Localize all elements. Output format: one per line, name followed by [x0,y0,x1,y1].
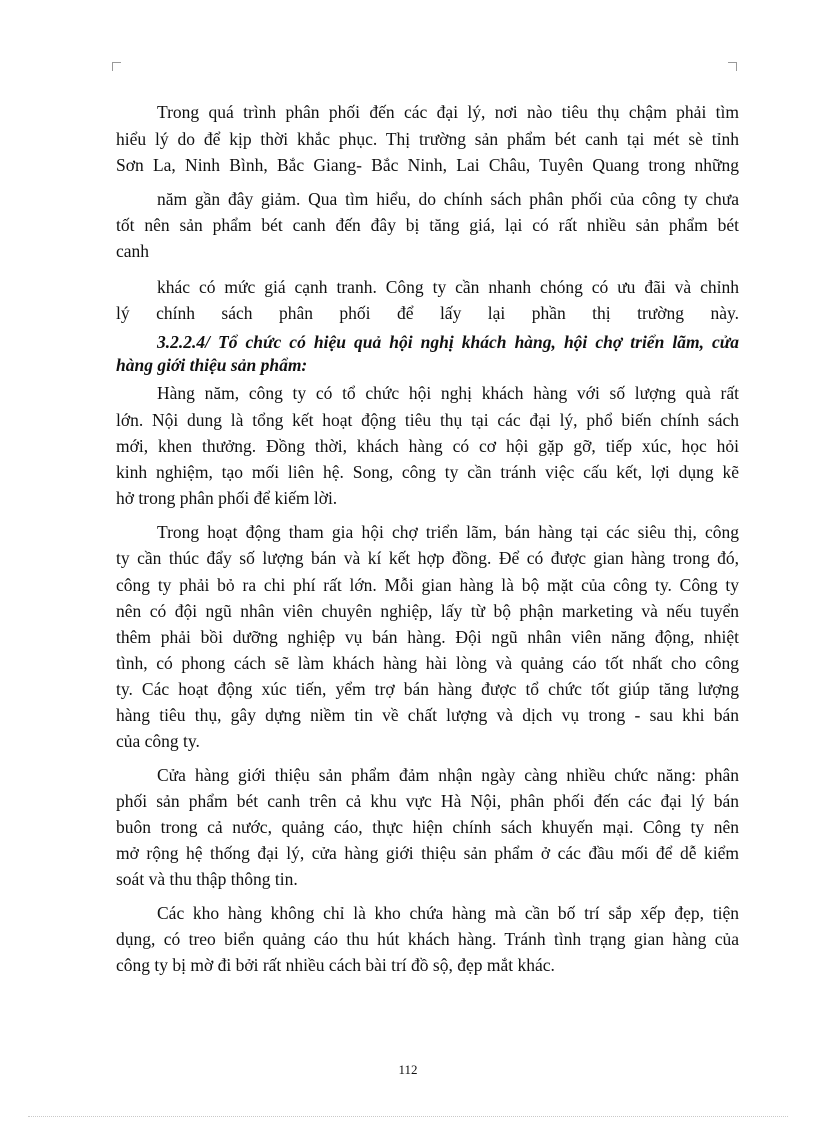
paragraph-4-line: Hàng năm, công ty có tổ chức hội nghị khách hàng với số lượng quà rất [157,383,739,403]
paragraph-7-line: dụng, có treo biển quảng cáo thu hút khách hàng. Tránh tình trạng gian hàng của [116,929,739,949]
paragraph-7-line: công ty bị mờ đi bởi rất nhiều cách bài trí đồ sộ, đẹp mắt khác. [116,955,555,975]
paragraph-2-line: tốt nên sản phẩm bét canh đến đây bị tăng giá, lại có rất nhiều sản phẩm bét [116,215,739,235]
paragraph-1-line: Trong quá trình phân phối đến các đại lý, nơi nào tiêu thụ chậm phải tìm [157,102,739,122]
paragraph-5-line: hàng tiêu thụ, gây dựng niềm tin về chất lượng và dịch vụ trong - sau khi bán [116,705,739,725]
paragraph-5-line: của công ty. [116,731,200,751]
paragraph-6-line: phối sản phẩm bét canh trên cả khu vực Hà Nội, phân phối đến các đại lý bán [116,791,739,811]
paragraph-4-line: mới, khen thưởng. Đồng thời, khách hàng có cơ hội gặp gỡ, tiếp xúc, học hỏi [116,436,739,456]
paragraph-3-line: khác có mức giá cạnh tranh. Công ty cần nhanh chóng có ưu đãi và chỉnh [157,277,739,297]
paragraph-5-line: ty. Các hoạt động xúc tiến, yểm trợ bán hàng được tổ chức tốt giúp tăng lượng [116,679,739,699]
paragraph-6-line: soát và thu thập thông tin. [116,869,298,889]
paragraph-4-line: lớn. Nội dung là tổng kết hoạt động tiêu thụ tại các đại lý, phổ biến chính sách [116,410,739,430]
section-heading: hàng giới thiệu sản phẩm: [116,355,308,375]
paragraph-2-line: canh [116,241,150,261]
paragraph-4-line: kinh nghiệm, tạo mối liên hệ. Song, công ty cần tránh việc cấu kết, lợi dụng kẽ [116,462,739,482]
paragraph-6-line: buôn trong cả nước, quảng cáo, thực hiện chính sách khuyến mại. Công ty nên [116,817,739,837]
paragraph-1-line: Sơn La, Ninh Bình, Bắc Giang- Bắc Ninh, Lai Châu, Tuyên Quang trong những [116,155,739,175]
paragraph-2-line: năm gần đây giảm. Qua tìm hiểu, do chính sách phân phối của công ty chưa [157,189,739,209]
paragraph-1-line: hiểu lý do để kịp thời khắc phục. Thị trường sản phẩm bét canh tại mét sè tỉnh [116,129,739,149]
paragraph-5-line: công ty phải bỏ ra chi phí rất lớn. Mỗi gian hàng là bộ mặt của công ty. Công ty [116,575,739,595]
paragraph-5-line: ty cần thúc đẩy số lượng bán và kí kết hợp đồng. Để có được gian hàng trong đó, [116,548,739,568]
paragraph-5-line: nên có đội ngũ nhân viên chuyên nghiệp, lấy từ bộ phận marketing và nếu tuyển [116,601,739,621]
paragraph-5-line: tình, có phong cách sẽ làm khách hàng hài lòng và quảng cáo tốt nhất cho công [116,653,739,673]
crop-mark-top-left [112,62,121,71]
page-bottom-rule [28,1116,788,1117]
paragraph-5-line: Trong hoạt động tham gia hội chợ triển lãm, bán hàng tại các siêu thị, công [157,522,739,542]
paragraph-6-line: Cửa hàng giới thiệu sản phẩm đảm nhận ngày càng nhiều chức năng: phân [157,765,739,785]
crop-mark-top-right [728,62,737,71]
paragraph-4-line: hở trong phân phối để kiếm lời. [116,488,338,508]
paragraph-7-line: Các kho hàng không chỉ là kho chứa hàng mà cần bố trí sắp xếp đẹp, tiện [157,903,739,923]
section-heading: 3.2.2.4/ Tổ chức có hiệu quả hội nghị khách hàng, hội chợ triển lãm, cửa [157,332,739,352]
paragraph-5-line: thêm phải bồi dưỡng nghiệp vụ bán hàng. Đội ngũ nhân viên năng động, nhiệt [116,627,739,647]
paragraph-6-line: mở rộng hệ thống đại lý, cửa hàng giới thiệu sản phẩm ở các đầu mối để dễ kiểm [116,843,739,863]
paragraph-3-line: lý chính sách phân phối để lấy lại phần thị trường này. [116,303,739,323]
page-number: 112 [398,1062,418,1077]
